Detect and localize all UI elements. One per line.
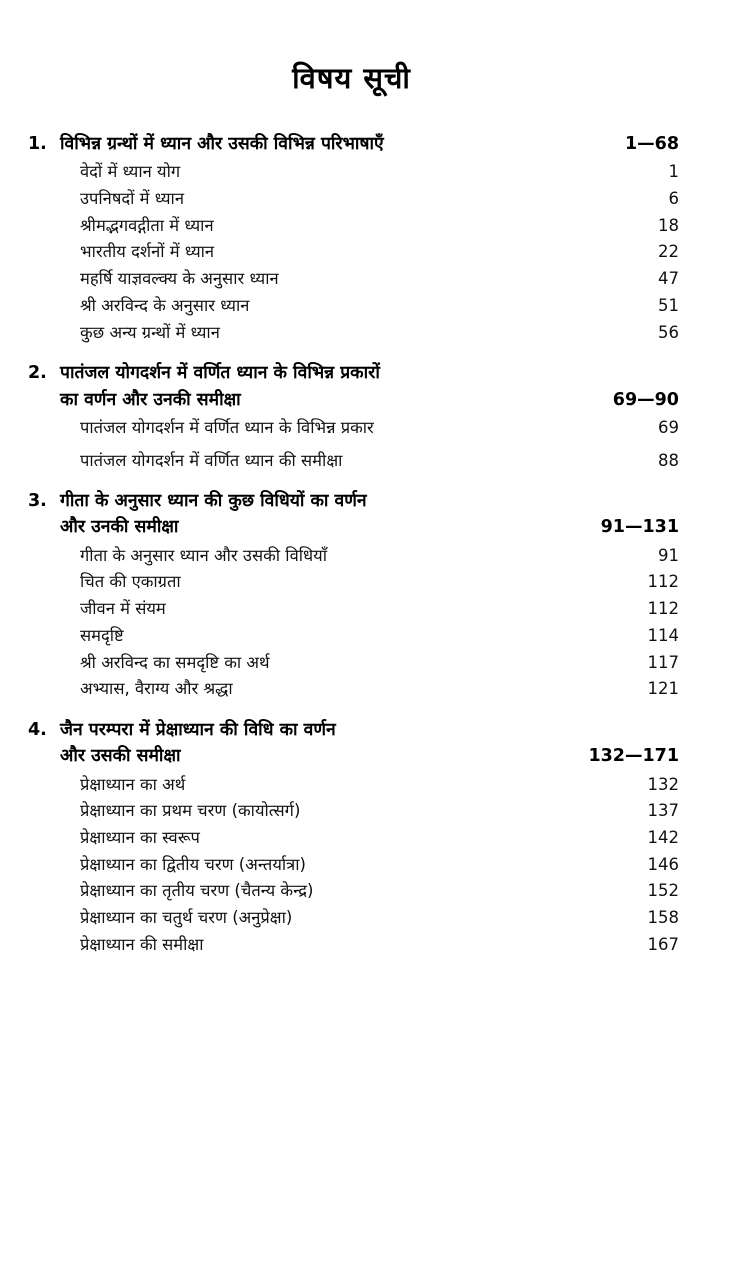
- chapter-subentries: [24, 159, 679, 346]
- entry-label: जीवन में संयम: [80, 599, 166, 619]
- page-title: विषय सूची: [292, 61, 411, 95]
- entry-page: 158: [647, 908, 679, 928]
- entry-label: प्रेक्षाध्यान का अर्थ: [80, 774, 186, 794]
- toc-entry[interactable]: [24, 623, 679, 650]
- entry-page: 91: [658, 545, 679, 565]
- entry-label: पातंजल योगदर्शन में वर्णित ध्यान के विभिन्न प्रकार: [80, 417, 374, 437]
- entry-label: चित की एकाग्रता: [80, 572, 181, 592]
- toc-entry[interactable]: [24, 676, 679, 703]
- chapter-number: 1.: [28, 134, 47, 154]
- entry-label: प्रेक्षाध्यान का प्रथम चरण (कायोत्सर्ग): [80, 801, 301, 821]
- chapter-page-range: 69—90: [612, 389, 679, 410]
- toc-entry[interactable]: [24, 293, 679, 320]
- chapter-heading[interactable]: [24, 717, 679, 770]
- entry-page: 69: [658, 417, 679, 437]
- toc-entry[interactable]: [24, 320, 679, 347]
- entry-label: पातंजल योगदर्शन में वर्णित ध्यान की समीक्षा: [80, 450, 343, 470]
- chapter-title-line-2: और उनकी समीक्षा: [60, 517, 179, 538]
- chapter-title: [60, 717, 587, 770]
- entry-label: श्री अरविन्द का समदृष्टि का अर्थ: [80, 652, 270, 672]
- entry-page: 112: [647, 599, 679, 619]
- entry-page: 112: [647, 572, 679, 592]
- entry-label: भारतीय दर्शनों में ध्यान: [80, 242, 215, 262]
- entry-label: प्रेक्षाध्यान का स्वरूप: [80, 827, 200, 847]
- chapter-title-line-1: पातंजल योगदर्शन में वर्णित ध्यान के विभिन्न प्रकारों: [60, 363, 380, 384]
- toc-entry[interactable]: [24, 266, 679, 293]
- toc-entry[interactable]: [24, 239, 679, 266]
- chapter-subentries: [24, 772, 679, 959]
- toc-entry[interactable]: [24, 186, 679, 213]
- chapter-entry: [24, 488, 679, 703]
- chapter-title: [60, 360, 587, 413]
- chapter-title-line-2: का वर्णन और उनकी समीक्षा: [60, 389, 241, 410]
- chapter-page-range: 91—131: [600, 517, 679, 538]
- entry-label: प्रेक्षाध्यान का चतुर्थ चरण (अनुप्रेक्षा): [80, 908, 293, 928]
- toc-entry[interactable]: [24, 650, 679, 677]
- entry-page: 88: [658, 450, 679, 470]
- entry-page: 137: [647, 801, 679, 821]
- entry-page: 47: [658, 269, 679, 289]
- chapter-title-line-2: और उसकी समीक्षा: [60, 746, 181, 767]
- entry-page: 1: [668, 162, 679, 182]
- entry-page: 132: [647, 774, 679, 794]
- toc-entry[interactable]: [24, 415, 679, 442]
- chapter-entry: [24, 717, 679, 959]
- entry-page: 51: [658, 295, 679, 315]
- toc-page: [0, 58, 731, 1280]
- chapter-page-range: 132—171: [588, 746, 679, 767]
- entry-label: समदृष्टि: [80, 625, 124, 645]
- entry-page: 167: [647, 934, 679, 954]
- toc-entry[interactable]: [24, 905, 679, 932]
- entry-label: श्रीमद्भगवद्गीता में ध्यान: [80, 215, 214, 235]
- toc-entry[interactable]: [24, 448, 679, 475]
- chapter-number: 3.: [28, 491, 47, 512]
- toc-entry[interactable]: [24, 798, 679, 825]
- chapter-subentries: [24, 543, 679, 703]
- chapter-heading[interactable]: [24, 360, 679, 413]
- toc-entry[interactable]: [24, 159, 679, 186]
- toc-entry[interactable]: [24, 825, 679, 852]
- toc-entry[interactable]: [24, 569, 679, 596]
- chapter-subentries: [24, 415, 679, 474]
- toc-entry[interactable]: [24, 772, 679, 799]
- toc-entry[interactable]: [24, 213, 679, 240]
- chapter-title-line-1: गीता के अनुसार ध्यान की कुछ विधियों का वर्णन: [60, 491, 367, 512]
- chapter-heading[interactable]: [24, 131, 679, 157]
- entry-label: श्री अरविन्द के अनुसार ध्यान: [80, 295, 250, 315]
- entry-page: 121: [647, 679, 679, 699]
- entry-page: 6: [668, 188, 679, 208]
- entry-label: कुछ अन्य ग्रन्थों में ध्यान: [80, 322, 220, 342]
- entry-page: 56: [658, 322, 679, 342]
- entry-label: प्रेक्षाध्यान की समीक्षा: [80, 934, 204, 954]
- chapter-entry: [24, 360, 679, 474]
- chapter-page-range: 1—68: [624, 134, 679, 154]
- toc-entry[interactable]: [24, 543, 679, 570]
- toc-entry[interactable]: [24, 932, 679, 959]
- chapter-number: 4.: [28, 720, 47, 741]
- entry-page: 146: [647, 854, 679, 874]
- entry-page: 22: [658, 242, 679, 262]
- entry-page: 152: [647, 881, 679, 901]
- entry-label: वेदों में ध्यान योग: [80, 162, 181, 182]
- entry-label: उपनिषदों में ध्यान: [80, 188, 184, 208]
- entry-label: प्रेक्षाध्यान का द्वितीय चरण (अन्तर्यात्रा): [80, 854, 306, 874]
- chapter-title: [60, 488, 587, 541]
- chapter-heading[interactable]: [24, 488, 679, 541]
- chapter-number: 2.: [28, 363, 47, 384]
- toc-entry[interactable]: [24, 596, 679, 623]
- entry-label: प्रेक्षाध्यान का तृतीय चरण (चैतन्य केन्द्र): [80, 881, 314, 901]
- entry-page: 117: [647, 652, 679, 672]
- entry-page: 142: [647, 827, 679, 847]
- chapter-title: विभिन्न ग्रन्थों में ध्यान और उसकी विभिन्न परिभाषाएँ: [60, 134, 384, 154]
- chapter-title-line-1: जैन परम्परा में प्रेक्षाध्यान की विधि का वर्णन: [60, 720, 336, 741]
- entry-label: अभ्यास, वैराग्य और श्रद्धा: [80, 679, 233, 699]
- table-of-contents: [24, 131, 679, 959]
- chapter-entry: [24, 131, 679, 346]
- entry-page: 114: [647, 625, 679, 645]
- entry-page: 18: [658, 215, 679, 235]
- entry-label: महर्षि याज्ञवल्क्य के अनुसार ध्यान: [80, 269, 279, 289]
- toc-entry[interactable]: [24, 852, 679, 879]
- entry-label: गीता के अनुसार ध्यान और उसकी विधियाँ: [80, 545, 328, 565]
- toc-entry[interactable]: [24, 878, 679, 905]
